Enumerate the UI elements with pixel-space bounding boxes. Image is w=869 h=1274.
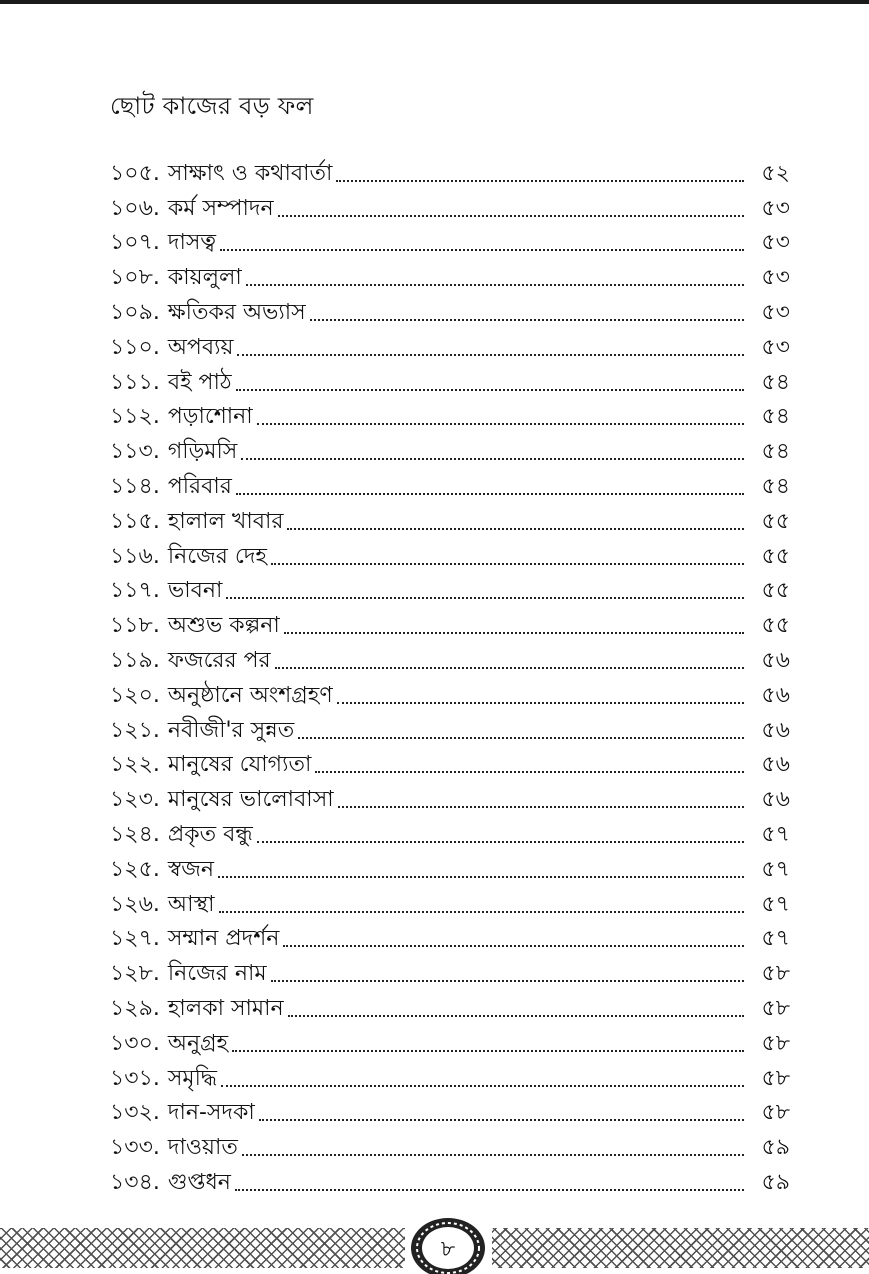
entry-page-number: ৫৫ <box>761 578 790 604</box>
toc-entry <box>110 985 790 1020</box>
entry-page-number: ৫৮ <box>761 1100 790 1126</box>
entry-number: ১২৪. <box>110 821 160 847</box>
entry-page-number: ৫৪ <box>761 369 790 395</box>
toc-entry <box>110 254 790 289</box>
toc-entry <box>110 289 790 324</box>
entry-page-number: ৫৪ <box>761 473 790 499</box>
toc-entry <box>110 1090 790 1125</box>
dot-leader <box>236 389 744 391</box>
entry-number: ১৩০. <box>110 1030 160 1056</box>
dot-leader <box>338 806 744 808</box>
entry-title: হালাল খাবার <box>167 508 284 534</box>
entry-title: ফজরের পর <box>167 647 271 673</box>
entry-title: অনুষ্ঠানে অংশগ্রহণ <box>167 682 333 708</box>
entry-title: ক্ষতিকর অভ্যাস <box>167 299 306 325</box>
top-rule <box>0 0 869 4</box>
entry-number: ১০৬. <box>110 195 160 221</box>
toc-entry <box>110 359 790 394</box>
toc-entry <box>110 950 790 985</box>
entry-title: কায়লুলা <box>167 265 242 291</box>
entry-number: ১১৫. <box>110 508 160 534</box>
entry-page-number: ৫৩ <box>761 334 790 360</box>
entry-number: ১১১. <box>110 369 160 395</box>
toc-entry <box>110 1159 790 1194</box>
toc-entry <box>110 846 790 881</box>
entry-number: ১০৭. <box>110 230 160 256</box>
entry-title: নিজের দেহ <box>167 543 267 569</box>
footer-ornament-band <box>0 1206 869 1273</box>
dot-leader <box>271 980 744 982</box>
entry-page-number: ৫৬ <box>761 717 790 743</box>
entry-number: ১২৮. <box>110 961 160 987</box>
dot-leader <box>287 528 744 530</box>
toc-entry <box>110 1124 790 1159</box>
entry-page-number: ৫৪ <box>761 439 790 465</box>
entry-title: হালকা সামান <box>167 995 284 1021</box>
toc-entry <box>110 1055 790 1090</box>
toc-entry <box>110 568 790 603</box>
entry-title: গুপ্তধন <box>167 1169 231 1195</box>
dot-leader <box>315 771 744 773</box>
entry-page-number: ৫২ <box>761 160 790 186</box>
entry-page-number: ৫৩ <box>761 265 790 291</box>
toc-entry <box>110 150 790 185</box>
entry-title: স্বজন <box>167 856 215 882</box>
entry-title: দাসত্ব <box>167 230 217 256</box>
dot-leader <box>220 249 744 251</box>
entry-number: ১২২. <box>110 752 160 778</box>
entry-number: ১২০. <box>110 682 160 708</box>
entry-page-number: ৫৭ <box>761 821 790 847</box>
toc-entry <box>110 916 790 951</box>
entry-title: অশুভ কল্পনা <box>167 613 280 639</box>
entry-title: আস্থা <box>167 891 215 917</box>
toc-entry <box>110 672 790 707</box>
toc-entry <box>110 394 790 429</box>
toc-entry <box>110 776 790 811</box>
toc-entry <box>110 324 790 359</box>
entry-number: ১৩১. <box>110 1065 160 1091</box>
dot-leader <box>218 876 744 878</box>
dot-leader <box>259 1119 744 1121</box>
dot-leader <box>310 319 744 321</box>
entry-number: ১২৭. <box>110 926 160 952</box>
entry-number: ১২৫. <box>110 856 160 882</box>
entry-number: ১১৮. <box>110 613 160 639</box>
entry-title: দান-সদকা <box>167 1100 255 1126</box>
entry-number: ১৩২. <box>110 1100 160 1126</box>
entry-page-number: ৫৭ <box>761 926 790 952</box>
toc-entry <box>110 707 790 742</box>
entry-page-number: ৫৫ <box>761 508 790 534</box>
dot-leader <box>226 597 744 599</box>
toc-entry <box>110 1020 790 1055</box>
dot-leader <box>232 1050 744 1052</box>
toc-entry <box>110 637 790 672</box>
entry-title: সমৃদ্ধি <box>167 1065 218 1091</box>
dot-leader <box>242 1154 744 1156</box>
entry-page-number: ৫৭ <box>761 891 790 917</box>
entry-number: ১০৮. <box>110 265 160 291</box>
toc-entry <box>110 498 790 533</box>
entry-page-number: ৫৬ <box>761 647 790 673</box>
entry-number: ১৩৪. <box>110 1169 160 1195</box>
entry-number: ১১৪. <box>110 473 160 499</box>
dot-leader <box>246 284 744 286</box>
entry-number: ১২৩. <box>110 787 160 813</box>
dot-leader <box>284 632 744 634</box>
entry-number: ১৩৩. <box>110 1135 160 1161</box>
entry-page-number: ৫৩ <box>761 230 790 256</box>
entry-page-number: ৫৩ <box>761 299 790 325</box>
entry-title: পরিবার <box>167 473 232 499</box>
entry-page-number: ৫৮ <box>761 1030 790 1056</box>
table-of-contents <box>110 150 790 1194</box>
entry-number: ১১০. <box>110 334 160 360</box>
entry-number: ১১৯. <box>110 647 160 673</box>
entry-page-number: ৫৬ <box>761 682 790 708</box>
entry-number: ১১৬. <box>110 543 160 569</box>
entry-page-number: ৫৩ <box>761 195 790 221</box>
dot-leader <box>337 702 744 704</box>
toc-entry <box>110 811 790 846</box>
dot-leader <box>288 1015 744 1017</box>
toc-entry <box>110 463 790 498</box>
toc-entry <box>110 428 790 463</box>
ornament-border-right <box>492 1228 869 1268</box>
toc-entry <box>110 742 790 777</box>
entry-number: ১১৩. <box>110 439 160 465</box>
entry-title: নবীজী'র সুন্নত <box>167 717 295 743</box>
toc-entry <box>110 220 790 255</box>
entry-title: মানুষের যোগ্যতা <box>167 752 312 778</box>
entry-title: সম্মান প্রদর্শন <box>167 926 280 952</box>
dot-leader <box>237 354 744 356</box>
entry-page-number: ৫৪ <box>761 404 790 430</box>
dot-leader <box>235 1189 744 1191</box>
entry-number: ১২১. <box>110 717 160 743</box>
dot-leader <box>221 1085 744 1087</box>
dot-leader <box>271 563 744 565</box>
toc-entry <box>110 602 790 637</box>
running-head: ছোট কাজের বড় ফল <box>110 92 314 120</box>
dot-leader <box>241 458 744 460</box>
entry-title: দাওয়াত <box>167 1135 238 1161</box>
entry-number: ১০৯. <box>110 299 160 325</box>
entry-page-number: ৫৮ <box>761 995 790 1021</box>
entry-title: ভাবনা <box>167 578 223 604</box>
toc-entry <box>110 881 790 916</box>
dot-leader <box>236 493 744 495</box>
entry-page-number: ৫৮ <box>761 961 790 987</box>
entry-page-number: ৫৮ <box>761 1065 790 1091</box>
entry-title: বই পাঠ <box>167 369 232 395</box>
dot-leader <box>283 945 744 947</box>
entry-number: ১২৬. <box>110 891 160 917</box>
entry-number: ১১২. <box>110 404 160 430</box>
entry-title: অনুগ্রহ <box>167 1030 229 1056</box>
entry-page-number: ৫৫ <box>761 543 790 569</box>
entry-title: সাক্ষাৎ ও কথাবার্তা <box>167 160 333 186</box>
dot-leader <box>257 841 744 843</box>
entry-title: মানুষের ভালোবাসা <box>167 787 334 813</box>
dot-leader <box>257 423 744 425</box>
dot-leader <box>298 737 744 739</box>
entry-number: ১২৯. <box>110 995 160 1021</box>
entry-title: নিজের নাম <box>167 961 267 987</box>
entry-page-number: ৫৯ <box>761 1135 790 1161</box>
entry-title: প্রকৃত বন্ধু <box>167 821 253 847</box>
entry-title: অপব্যয় <box>167 334 234 360</box>
entry-title: গড়িমসি <box>167 439 238 465</box>
entry-number: ১০৫. <box>110 160 160 186</box>
entry-page-number: ৫৭ <box>761 856 790 882</box>
entry-title: কর্ম সম্পাদন <box>167 195 274 221</box>
page-number: ৮ <box>440 1237 456 1262</box>
entry-number: ১১৭. <box>110 578 160 604</box>
dot-leader <box>219 911 745 913</box>
entry-title: পড়াশোনা <box>167 404 253 430</box>
toc-entry <box>110 533 790 568</box>
dot-leader <box>336 180 744 182</box>
entry-page-number: ৫৬ <box>761 752 790 778</box>
entry-page-number: ৫৬ <box>761 787 790 813</box>
dot-leader <box>278 215 744 217</box>
ornament-border-left <box>0 1228 405 1268</box>
dot-leader <box>275 667 744 669</box>
entry-page-number: ৫৯ <box>761 1169 790 1195</box>
toc-entry <box>110 185 790 220</box>
entry-page-number: ৫৫ <box>761 613 790 639</box>
